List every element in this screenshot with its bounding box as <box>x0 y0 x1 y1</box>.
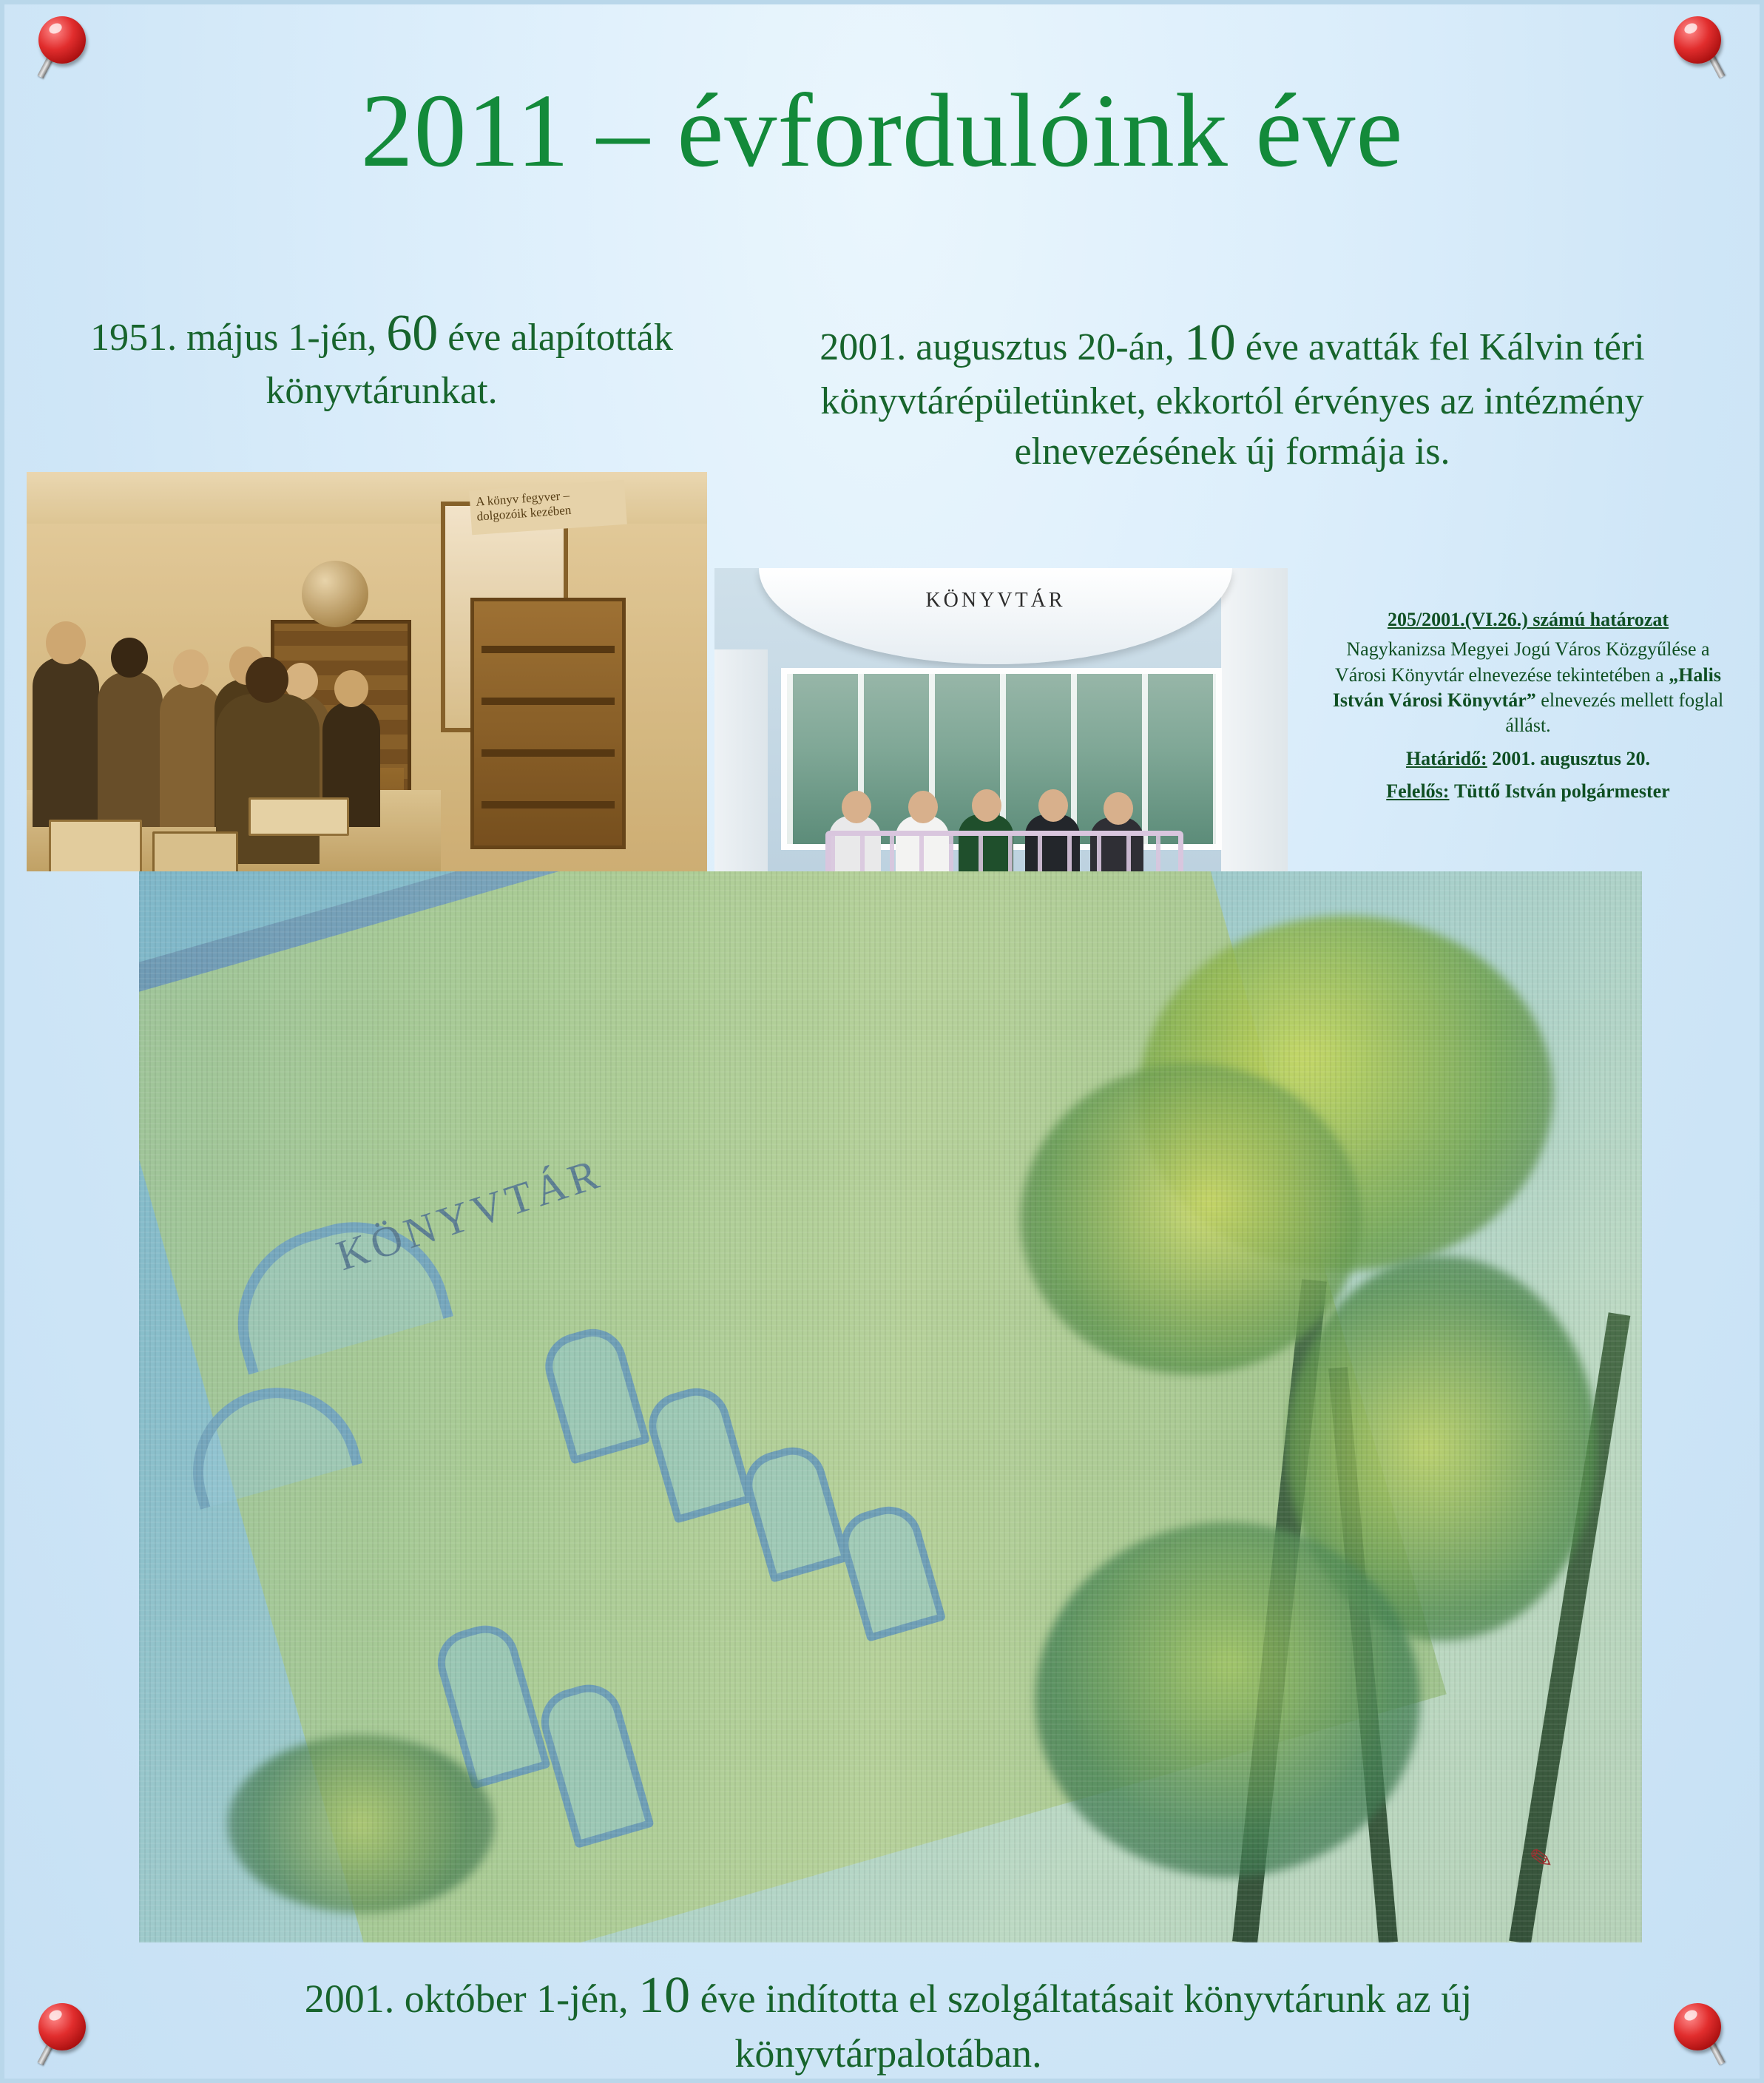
caption-part2: éve indította el szolgáltatásait könyvtárunk az új könyvtárpalotában. <box>690 1976 1473 2076</box>
pushpin-icon-bottom-right <box>1663 1997 1734 2068</box>
intro-left-part2: éve alapították könyvtárunkat. <box>266 317 673 412</box>
resolution-responsible-line <box>1328 779 1728 804</box>
resolution-body-part2: elnevezés mellett foglal állást. <box>1505 689 1724 737</box>
pushpin-icon-top-left <box>28 10 99 81</box>
resolution-responsible-label: Felelős: <box>1386 780 1450 802</box>
resolution-body-part1: Nagykanizsa Megyei Jogú Város Közgyűlése a Városi Könyvtár elnevezése tekintetében a <box>1335 638 1710 686</box>
intro-text-left <box>56 300 707 416</box>
page-title: 2011 – évfordulóink éve <box>360 72 1404 189</box>
bottom-caption <box>152 1963 1624 2079</box>
building-sign-konyvtar: KÖNYVTÁR <box>925 589 1066 612</box>
resolution-body <box>1328 637 1728 738</box>
resolution-name-quote: „Halis István Városi Könyvtár” <box>1332 664 1721 711</box>
intro-right-part2: éve avatták fel Kálvin téri könyvtárépületünket, ekkortól érvényes az intézmény elnevezésének új formája is. <box>820 326 1645 473</box>
photo-1951-wall-sign: A könyv fegyver – dolgozóik kezében <box>469 480 627 536</box>
intro-left-number: 60 <box>386 305 439 362</box>
intro-right-part1: 2001. augusztus 20-án, <box>820 326 1184 368</box>
resolution-deadline-value: 2001. augusztus 20. <box>1492 747 1651 769</box>
intro-text-right <box>751 309 1713 476</box>
pushpin-icon-bottom-left <box>28 1997 99 2068</box>
photo-library-1951 <box>27 472 707 871</box>
resolution-text-block <box>1328 607 1728 804</box>
resolution-deadline-line <box>1328 746 1728 772</box>
resolution-responsible-value: Tüttő István polgármester <box>1453 780 1670 802</box>
caption-number: 10 <box>638 1967 691 2024</box>
pushpin-icon-top-right <box>1663 10 1734 81</box>
intro-left-part1: 1951. május 1-jén, <box>90 317 387 359</box>
caption-part1: 2001. október 1-jén, <box>304 1976 639 2021</box>
resolution-title: 205/2001.(VI.26.) számú határozat <box>1387 609 1669 630</box>
drawing-library-palace <box>139 871 1642 1942</box>
resolution-deadline-label: Határidő: <box>1405 747 1487 769</box>
intro-right-number: 10 <box>1183 314 1236 371</box>
